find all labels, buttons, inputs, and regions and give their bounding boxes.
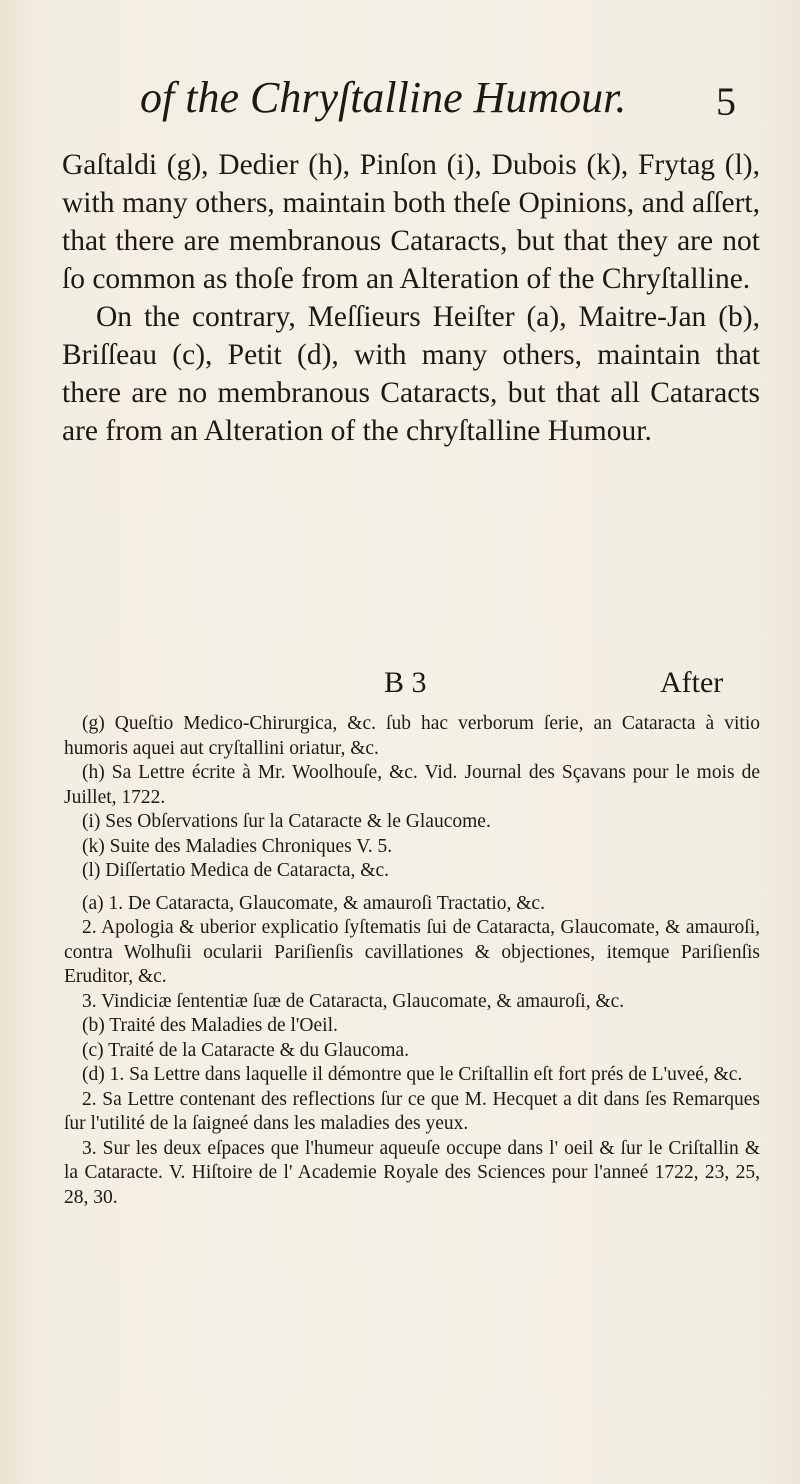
footnote-c: (c) Traité de la Cataracte & du Glaucoma. [82,1039,410,1061]
paragraph-2: On the contrary, Meſſieurs Heiſter (a), Maitre-Jan (b), Briſſeau (c), Petit (d), with many others, maintain that there are no membranous Cataracts, but that all Cataracts are from an Alteration of the chryſtalline Humour. [62,301,760,447]
footnote-a3: 3. Vindiciæ ſententiæ ſuæ de Cataracta, Glaucomate, & amauroſi, &c. [82,990,625,1012]
paragraph-1: Gaſtaldi (g), Dedier (h), Pinſon (i), Dubois (k), Frytag (l), with many others, maintain both theſe Opinions, and aſſert, that there are membranous Cataracts, but that they are not ſo common as thoſe from an Alteration of the Chryſtalline. [62,149,760,295]
footnote-k: (k) Suite des Maladies Chroniques V. 5. [82,835,393,857]
running-title: of the Chryſtalline Humour. [140,73,627,122]
footnote-a2: 2. Apologia & uberior explicatio ſyſtematis ſui de Cataracta, Glaucomate, & amauroſi, contra Wolhuſii ocularii Pariſienſis cavillationes & objectiones, itemque Pariſienſis Eruditor, &c. [64,917,760,987]
footnote-b: (b) Traité des Maladies de l'Oeil. [82,1015,338,1036]
main-text [62,146,760,450]
footnotes [64,712,760,1210]
footnote-a1: (a) 1. De Cataracta, Glaucomate, & amauroſi Tractatio, &c. [82,892,545,914]
footnote-d1: (d) 1. Sa Lettre dans laquelle il démontre que le Criſtallin eſt fort prés de L'uveé, &c. [82,1064,743,1085]
catchword: After [660,666,724,699]
signature-row [0,664,800,704]
footnote-d2: 2. Sa Lettre contenant des reflections ſur ce que M. Hecquet a dit dans ſes Remarques ſur l'utilité de la ſaigneé dans les maladies des yeux. [64,1088,760,1134]
footnote-g: (g) Queſtio Medico-Chirurgica, &c. ſub hac verborum ſerie, an Cataracta à vitio humoris aquei aut cryſtallini oriatur, &c. [64,713,760,759]
footnote-i: (i) Ses Obſervations ſur la Cataracte & le Glaucome. [82,811,491,832]
page-number: 5 [716,79,736,124]
footnote-d3: 3. Sur les deux eſpaces que l'humeur aqueuſe occupe dans l' oeil & ſur le Criſtallin & la Cataracte. V. Hiſtoire de l' Academie Royale des Sciences pour l'anneé 1722, 23, 25, 28, 30. [64,1137,760,1208]
footnote-h: (h) Sa Lettre écrite à Mr. Woolhouſe, &c. Vid. Journal des Sçavans pour le mois de Juillet, 1722. [64,762,760,808]
footnote-l: (l) Diſſertatio Medica de Cataracta, &c. [82,860,389,881]
signature-mark: B 3 [384,666,427,699]
footnote-gap [64,884,760,892]
